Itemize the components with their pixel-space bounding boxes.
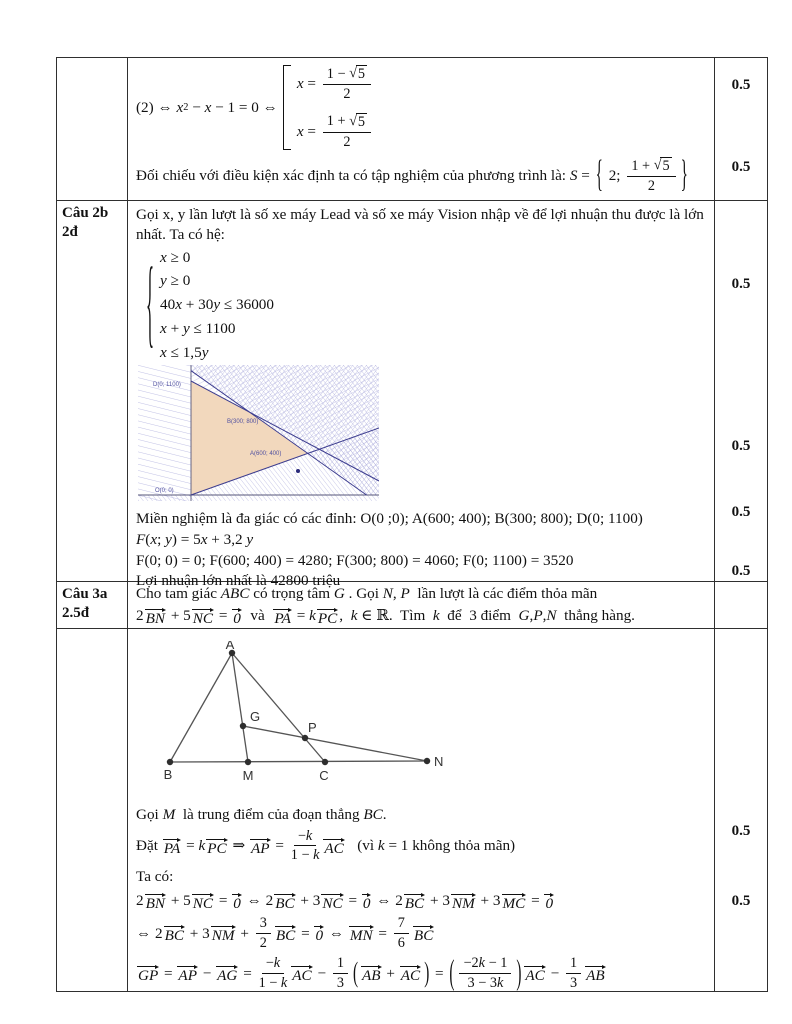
math-variable: k <box>198 836 206 854</box>
math-text: + 5 <box>167 607 191 625</box>
plot-point-marker <box>296 469 300 473</box>
region-vertices-text: Miền nghiệm là đa giác có các đỉnh: O(0 ;0); A(600; 400); B(300; 800); D(0; 1100) <box>136 510 643 527</box>
label-M: M <box>242 768 254 783</box>
math-text: (2) ⇔ <box>136 98 177 116</box>
math-variable: BC <box>363 805 383 823</box>
math-big-delimiter: ) <box>424 956 430 989</box>
math-text: + 3 <box>426 892 450 910</box>
math-text: là trung điểm của đoạn thẳng <box>175 805 364 823</box>
label-C: C <box>319 768 329 783</box>
math-text: ⇔ 2 <box>242 892 274 910</box>
score-badge: 0.5 <box>731 563 751 579</box>
math-text: − <box>297 827 306 844</box>
math-text: ≤ 1,5 <box>166 343 202 361</box>
math-text: + <box>382 964 399 982</box>
math-text: − 1 = 0 ⇔ <box>211 98 278 116</box>
triangle-figure <box>162 641 710 799</box>
table-row-q2a <box>57 58 767 201</box>
math-text: 6 <box>397 935 405 952</box>
math-vector: NM <box>451 890 476 912</box>
math-text: . Gọi <box>344 585 383 602</box>
vertex-label-B: B(300; 800) <box>227 419 259 426</box>
math-text: ≤ 36000 <box>220 296 274 313</box>
math-fraction <box>323 113 371 151</box>
math-vector: AP <box>250 835 271 857</box>
vertex-label-O: O(0; 0) <box>155 488 174 495</box>
math-vector: AC <box>400 962 421 984</box>
math-text: ∈ ℝ. Tìm <box>357 607 433 625</box>
score-badge: 0.5 <box>731 504 751 520</box>
math-text: = <box>215 607 232 625</box>
taco-text: Ta có: <box>136 868 174 886</box>
math-vector: BC <box>164 922 185 944</box>
math-big-delimiter: { <box>595 154 603 197</box>
math-text: = <box>239 964 256 982</box>
math-text: − <box>188 98 205 116</box>
math-text: = <box>297 924 314 942</box>
math-text: 1 + <box>326 113 350 130</box>
math-superscript: 2 <box>183 101 189 113</box>
math-text: ⇔ 2 <box>136 924 163 942</box>
math-text: 2 <box>647 178 656 195</box>
math-vector: 0 <box>362 890 372 912</box>
question-label-cell <box>57 201 128 581</box>
statement-cell-q3a <box>128 582 715 628</box>
math-fraction <box>259 955 288 992</box>
math-text: ( <box>145 530 151 548</box>
vector-equation-gp <box>136 952 710 993</box>
math-vector: BC <box>404 890 425 912</box>
math-vector: AB <box>585 962 606 984</box>
math-vector: 0 <box>314 922 324 944</box>
math-variable: x <box>204 98 212 116</box>
math-fraction <box>256 915 271 952</box>
math-vector: MC <box>502 890 527 912</box>
math-text: 3 − 3 <box>467 974 497 991</box>
math-variable: k <box>280 974 288 991</box>
math-variable: P <box>533 607 543 625</box>
math-text: lần lượt là các điểm thỏa mãn <box>409 585 598 602</box>
math-sqrt: √ 5 <box>349 112 366 130</box>
math-text: = <box>271 836 288 854</box>
score-badge: 0.5 <box>731 276 751 292</box>
math-vector: BN <box>145 890 166 912</box>
label-G: G <box>250 709 261 724</box>
math-variable: x <box>296 122 304 140</box>
math-text: 5 <box>357 66 366 82</box>
math-variable: x <box>176 98 184 116</box>
math-variable: k <box>432 607 440 625</box>
solution-set-conclusion <box>136 154 710 197</box>
math-big-delimiter: } <box>680 154 688 197</box>
score-badge: 0.5 <box>731 823 751 839</box>
math-fraction <box>627 157 675 195</box>
point-M <box>245 759 251 765</box>
math-text: = <box>303 74 320 92</box>
math-text: 1 + <box>631 157 654 174</box>
math-variable: y <box>201 343 209 361</box>
math-text: ; <box>157 530 166 548</box>
math-text: = <box>160 964 177 982</box>
triangle-figure-svg <box>162 641 462 793</box>
math-vector: AP <box>177 962 198 984</box>
solution-cell-q3a <box>128 629 715 991</box>
question-label-cell-empty <box>57 629 128 991</box>
math-vector: NC <box>192 605 214 627</box>
math-variable: x <box>160 343 167 361</box>
math-text: , <box>529 607 534 625</box>
math-text: , <box>339 607 351 625</box>
math-sqrt: √ 5 <box>653 157 670 175</box>
math-text: = 1 không thỏa mãn) <box>384 836 516 854</box>
math-text: ≥ 0 <box>166 272 191 290</box>
math-text: = <box>431 964 448 982</box>
math-text: Cho tam giác <box>136 585 221 602</box>
math-text: = <box>374 924 391 942</box>
math-text: = <box>527 892 544 910</box>
vector-equation-mn <box>136 915 710 952</box>
math-text: − <box>546 964 563 982</box>
math-vector: BC <box>274 890 295 912</box>
math-text: 2 <box>136 607 144 625</box>
math-vector: AB <box>361 962 382 984</box>
math-vector: BC <box>413 922 434 944</box>
math-text: có trọng tâm <box>249 585 334 602</box>
math-variable: y <box>213 296 221 313</box>
math-variable: y <box>246 530 254 548</box>
math-text: thẳng hàng. <box>556 607 635 625</box>
math-sqrt: √ 5 <box>349 65 366 82</box>
math-text: 7 <box>397 915 405 932</box>
math-variable: x <box>175 296 182 313</box>
math-vector: AC <box>524 962 545 984</box>
math-text: (vì <box>345 836 378 854</box>
math-text: 2 <box>343 133 351 150</box>
math-variable: y <box>165 530 172 548</box>
label-P: P <box>308 720 317 735</box>
points-cell <box>715 582 767 628</box>
math-text: 5 <box>357 113 366 130</box>
points-cell <box>715 629 767 991</box>
math-vector: GP <box>137 962 159 984</box>
math-variable: x <box>150 530 158 548</box>
math-alternatives-bracket <box>283 65 374 150</box>
math-text: = <box>344 892 361 910</box>
math-text: −2 <box>463 955 479 972</box>
score-badge: 0.5 <box>731 893 751 909</box>
question-points-total: 2.5đ <box>62 604 90 621</box>
math-vector: BN <box>145 605 166 627</box>
math-vector: BC <box>275 922 296 944</box>
math-variable: k <box>478 955 486 972</box>
math-vector: 0 <box>544 890 554 912</box>
point-C <box>322 759 328 765</box>
segment-GN <box>243 726 427 761</box>
math-variable: k <box>309 607 316 625</box>
math-text: 3 <box>570 974 578 991</box>
max-profit-text: Lợi nhuận lớn nhất là 42800 triệu <box>136 572 341 590</box>
math-variable: G <box>333 585 345 602</box>
label-A: A <box>225 641 235 652</box>
score-badge: 0.5 <box>731 77 751 93</box>
math-text: + <box>166 319 183 337</box>
math-variable: y <box>160 272 167 290</box>
vertex-label-A: A(600; 400) <box>250 451 282 458</box>
question-label-cell <box>57 582 128 628</box>
math-text: 2 <box>259 935 267 952</box>
math-fraction <box>566 955 581 992</box>
math-text: + 3 <box>186 924 210 942</box>
math-big-delimiter: ( <box>352 956 359 989</box>
math-text: = <box>577 167 594 185</box>
math-vector: PC <box>206 835 227 857</box>
math-text: − 1 <box>485 955 508 972</box>
question-points-total: 2đ <box>62 223 78 240</box>
math-fraction <box>394 915 409 952</box>
math-text: 2 <box>136 892 144 910</box>
math-fraction <box>459 955 511 992</box>
math-text: 1 − <box>326 65 350 82</box>
math-vector: PC <box>317 605 338 627</box>
math-vector: MN <box>349 922 374 944</box>
vertex-label-D: D(0; 1100) <box>153 382 181 389</box>
math-vector: 0 <box>232 890 242 912</box>
math-text: − <box>198 964 216 982</box>
math-text: 1 − <box>258 974 281 991</box>
statement-line-2 <box>136 605 710 627</box>
math-text: ) = 5 <box>171 530 201 548</box>
problem-setup-text: Gọi x, y lần lượt là số xe máy Lead và số xe máy Vision nhập về để lợi nhuận thu được là lớn nhất. Ta có hệ: <box>136 206 704 243</box>
math-variable: x <box>160 248 167 266</box>
math-text: 1 <box>336 955 344 972</box>
math-variable: ABC <box>220 585 250 602</box>
math-text: Gọi <box>136 805 163 823</box>
math-big-delimiter: ) <box>516 952 522 993</box>
math-text: ⇔ <box>325 924 348 942</box>
math-vector: NC <box>321 890 343 912</box>
table-row-q3a-statement <box>57 582 767 629</box>
math-text: + 3 <box>476 892 501 910</box>
objective-values-text: F(0; 0) = 0; F(600; 400) = 4280; F(300; 800) = 4060; F(0; 1100) = 3520 <box>136 551 574 569</box>
math-text: + 5 <box>167 892 191 910</box>
math-variable: S <box>569 167 578 185</box>
point-N <box>424 758 430 764</box>
table-row-q3a-solution <box>57 629 767 991</box>
math-text: + 30 <box>181 296 214 313</box>
math-variable: x <box>296 74 304 92</box>
math-vector: AG <box>216 962 238 984</box>
point-G <box>240 723 246 729</box>
math-text: ⇔ 2 <box>372 892 403 910</box>
solution-cell-q2b <box>128 201 715 590</box>
math-text: = <box>303 122 320 140</box>
math-text: , <box>542 607 547 625</box>
math-text: , <box>392 585 401 602</box>
math-text: = <box>182 836 199 854</box>
question-number: Câu 3a <box>62 586 108 602</box>
math-text: ≤ 1100 <box>189 319 236 337</box>
math-variable: k <box>377 836 385 854</box>
math-text: + 3 <box>296 892 321 910</box>
math-fraction <box>291 828 320 865</box>
math-big-delimiter: ( <box>449 952 455 993</box>
math-vector: NM <box>211 922 236 944</box>
region-plot-svg <box>138 365 379 501</box>
point-P <box>302 735 308 741</box>
equation-quadratic-roots <box>136 65 710 150</box>
question-label-cell-empty <box>57 58 128 200</box>
points-cell <box>715 58 767 200</box>
math-variable: M <box>162 805 176 823</box>
segment-BN <box>170 761 427 762</box>
math-text: + 3,2 <box>207 530 247 548</box>
math-variable: k <box>273 955 281 972</box>
math-text: và <box>242 607 273 625</box>
substitution-line <box>136 828 710 865</box>
math-fraction <box>333 955 348 992</box>
answer-key-table <box>56 57 768 992</box>
inequality-system <box>146 248 710 363</box>
question-number: Câu 2b <box>62 205 109 221</box>
feasible-region-plot <box>138 365 710 507</box>
math-variable: N <box>382 585 393 602</box>
math-variable: F <box>136 530 146 548</box>
vector-equation-bn <box>136 890 710 912</box>
math-text: ⇒ <box>228 836 250 854</box>
midpoint-definition <box>136 805 710 825</box>
math-text: + <box>236 924 253 942</box>
table-row-q2b <box>57 201 767 590</box>
math-vector: 0 <box>232 605 242 627</box>
math-text: 2; <box>604 167 625 185</box>
label-N: N <box>434 754 444 769</box>
math-text: Đối chiếu với điều kiện xác định ta có tập nghiệm của phương trình là: <box>136 167 570 185</box>
math-variable: k <box>313 847 320 864</box>
math-text: 3 <box>336 974 344 991</box>
math-variable: G <box>518 607 530 625</box>
math-text: 1 <box>570 955 578 972</box>
math-variable: x <box>160 319 167 337</box>
math-text: = <box>292 607 310 625</box>
math-variable: k <box>305 827 313 844</box>
score-badge: 0.5 <box>731 159 751 175</box>
math-text: ≥ 0 <box>166 248 191 266</box>
segment-BA <box>170 653 232 762</box>
score-badge: 0.5 <box>731 438 751 454</box>
math-text: = <box>215 892 232 910</box>
math-vector: AC <box>323 835 344 857</box>
math-text: 2 <box>343 85 351 102</box>
math-vector: PA <box>163 835 182 857</box>
math-fraction <box>323 65 371 103</box>
math-variable: x <box>200 530 208 548</box>
math-text: . <box>382 805 387 823</box>
math-text: 40 <box>160 296 176 313</box>
math-text: 3 <box>259 915 267 932</box>
point-B <box>167 759 173 765</box>
math-vector: PA <box>273 605 292 627</box>
statement-line-1 <box>136 584 710 604</box>
math-vector: AC <box>291 962 312 984</box>
points-cell <box>715 201 767 581</box>
math-text: Đặt <box>136 836 162 854</box>
math-text: để 3 điểm <box>439 607 519 625</box>
math-variable: k <box>350 607 358 625</box>
label-B: B <box>163 767 173 782</box>
math-variable: N <box>546 607 557 625</box>
math-text: − <box>313 964 330 982</box>
math-text: 5 <box>662 158 670 175</box>
math-variable: k <box>496 974 504 991</box>
math-variable: y <box>182 319 190 337</box>
hatch-region-y-negative <box>138 495 379 501</box>
solution-cell-q2a <box>128 58 715 200</box>
math-text: − <box>265 955 274 972</box>
math-text: 1 − <box>290 847 314 864</box>
math-cases-system: { x ≥ 0 y ≥ 0 40 x + 30 y ≤ 36000 x + y ≤ 1100 x ≤ 1,5 y <box>146 246 274 361</box>
objective-function <box>136 530 710 550</box>
math-variable: P <box>400 585 410 602</box>
math-vector: NC <box>192 890 214 912</box>
